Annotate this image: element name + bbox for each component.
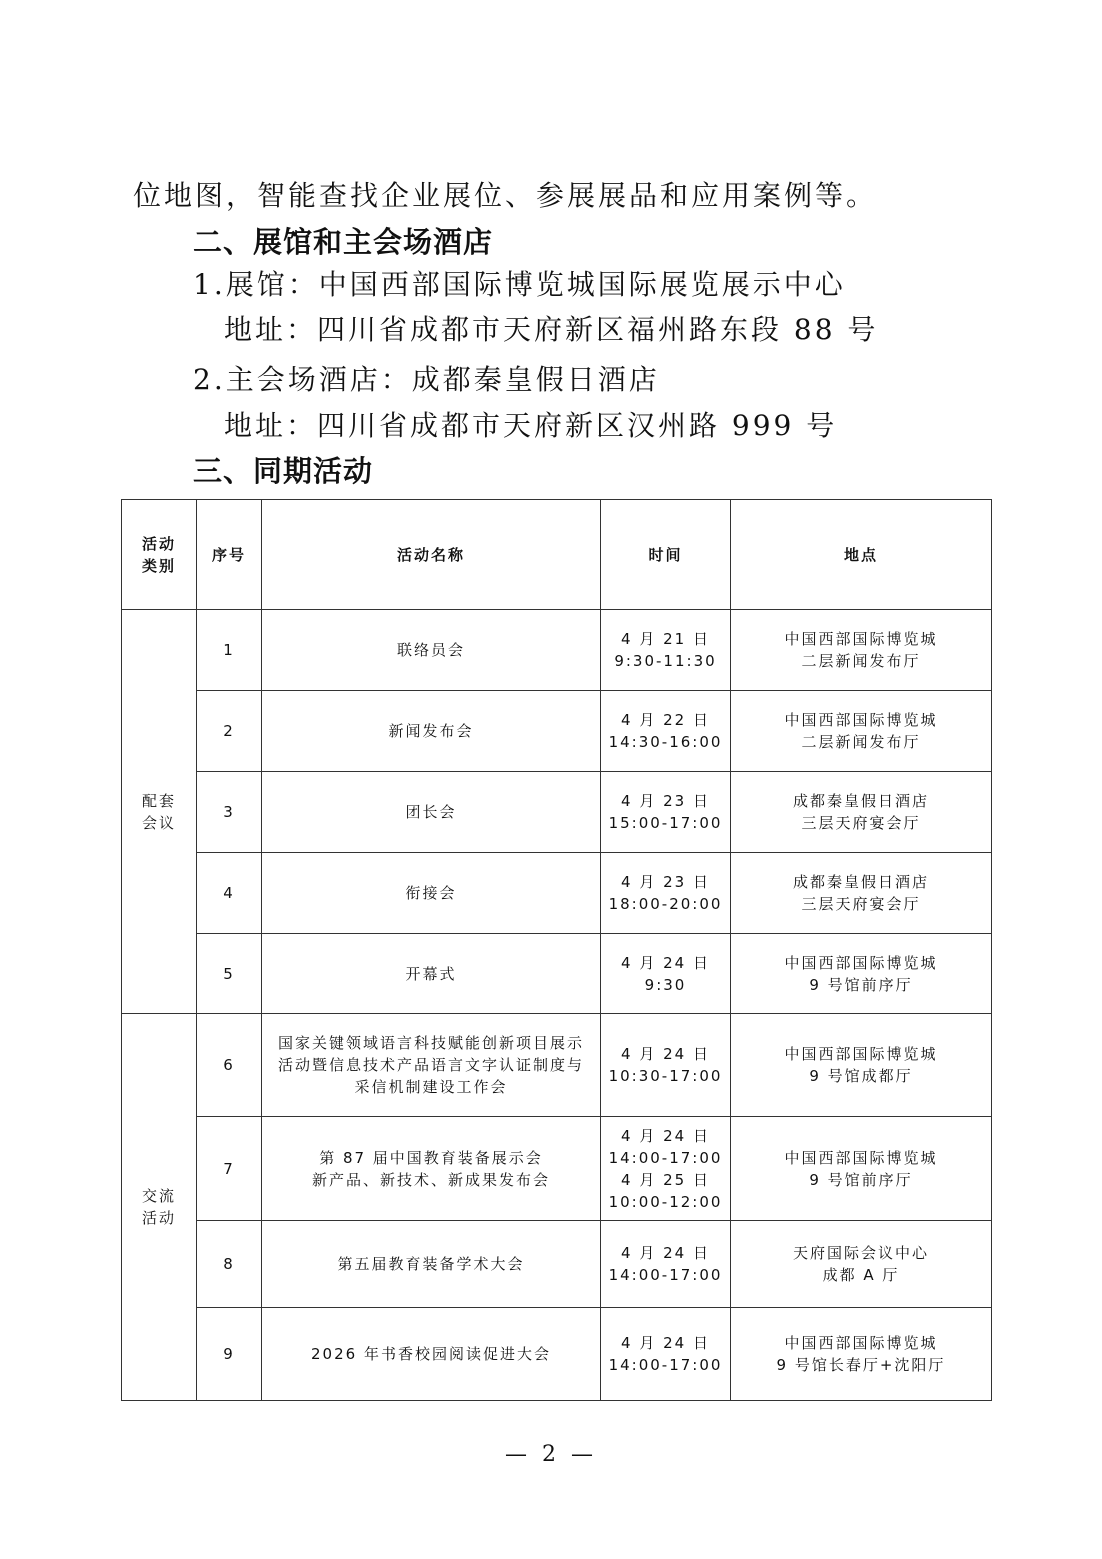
- row-time-line: 18:00-20:00: [608, 895, 723, 913]
- row-location-line: 中国西部国际博览城: [784, 1045, 938, 1063]
- activities-table: [121, 499, 992, 1401]
- header-time: 时间: [601, 500, 731, 610]
- row-time-line: 4 月 23 日: [621, 873, 710, 891]
- row-time-line: 14:00-17:00: [608, 1356, 723, 1374]
- header-name: 活动名称: [262, 500, 601, 610]
- row-name-line: 联络员会: [396, 641, 465, 659]
- row-index: 3: [197, 772, 262, 853]
- row-location: [731, 610, 992, 691]
- row-time-line: 4 月 22 日: [621, 711, 710, 729]
- row-location-line: 中国西部国际博览城: [784, 953, 938, 972]
- row-name: [262, 853, 601, 934]
- row-location-line: 天府国际会议中心: [792, 1244, 929, 1262]
- category-label: 会议: [141, 813, 176, 832]
- row-time-line: 4 月 24 日: [621, 953, 710, 972]
- category-cell: [122, 610, 197, 1014]
- row-index: 5: [197, 934, 262, 1014]
- row-location-line: 中国西部国际博览城: [784, 1148, 938, 1167]
- row-name: [262, 772, 601, 853]
- intro-text: 位地图，智能查找企业展位、参展展品和应用案例等。: [133, 179, 878, 212]
- header-category-line2: 类别: [141, 556, 176, 575]
- category-label: 活动: [141, 1209, 176, 1227]
- table-row: [122, 610, 992, 691]
- page-number: — 2 —: [505, 1442, 597, 1467]
- row-name: [262, 691, 601, 772]
- row-name-line: 第五届教育装备学术大会: [337, 1255, 525, 1273]
- row-time-line: 10:00-12:00: [608, 1192, 723, 1211]
- row-time: [601, 1221, 731, 1308]
- row-time-line: 14:30-16:00: [608, 733, 723, 751]
- row-index: 2: [197, 691, 262, 772]
- row-time-line: 10:30-17:00: [608, 1067, 723, 1085]
- row-name-line: 团长会: [405, 803, 457, 821]
- row-location-line: 三层天府宴会厅: [801, 814, 921, 832]
- venue-exhibition-hall: 1.展馆：中国西部国际博览城国际展览展示中心: [193, 268, 846, 301]
- row-location-line: 成都 A 厅: [822, 1266, 900, 1284]
- row-location: [731, 1014, 992, 1117]
- row-location-line: 9 号馆前序厅: [809, 975, 913, 994]
- row-time-line: 4 月 24 日: [621, 1244, 710, 1262]
- row-time-line: 4 月 24 日: [621, 1334, 710, 1352]
- table-row: [122, 853, 992, 934]
- row-time-line: 4 月 25 日: [621, 1170, 710, 1189]
- row-location: [731, 1117, 992, 1221]
- row-location-line: 二层新闻发布厅: [801, 652, 921, 670]
- row-time-line: 9:30-11:30: [614, 652, 717, 670]
- row-index: 6: [197, 1014, 262, 1117]
- row-index: 1: [197, 610, 262, 691]
- header-index: 序号: [197, 500, 262, 610]
- table-row: [122, 1117, 992, 1221]
- row-index: 9: [197, 1308, 262, 1401]
- row-name: [262, 1221, 601, 1308]
- row-name-line: 2026 年书香校园阅读促进大会: [311, 1345, 551, 1363]
- row-name: [262, 1014, 601, 1117]
- row-location-line: 二层新闻发布厅: [801, 733, 921, 751]
- category-label: 交流: [141, 1187, 176, 1205]
- row-location-line: 9 号馆前序厅: [809, 1170, 913, 1189]
- row-time: [601, 772, 731, 853]
- section-heading-venues: 二、展馆和主会场酒店: [193, 225, 494, 259]
- row-location: [731, 1221, 992, 1308]
- row-name: [262, 1308, 601, 1401]
- table-row: [122, 1221, 992, 1308]
- row-time-line: 14:00-17:00: [608, 1266, 723, 1284]
- row-location: [731, 691, 992, 772]
- row-index: 8: [197, 1221, 262, 1308]
- row-time-line: 14:00-17:00: [608, 1148, 723, 1167]
- row-name-line: 活动暨信息技术产品语言文字认证制度与: [277, 1056, 584, 1074]
- row-time: [601, 853, 731, 934]
- row-location-line: 三层天府宴会厅: [801, 895, 921, 913]
- row-location: [731, 772, 992, 853]
- row-location: [731, 934, 992, 1014]
- row-time: [601, 1117, 731, 1221]
- row-location-line: 成都秦皇假日酒店: [792, 792, 929, 810]
- row-index: 4: [197, 853, 262, 934]
- row-time: [601, 1308, 731, 1401]
- category-cell: [122, 1014, 197, 1401]
- row-time: [601, 934, 731, 1014]
- row-time-line: 4 月 24 日: [621, 1045, 710, 1063]
- table-row: [122, 772, 992, 853]
- table-row: [122, 934, 992, 1014]
- row-location: [731, 1308, 992, 1401]
- row-name-line: 国家关键领域语言科技赋能创新项目展示: [277, 1034, 584, 1052]
- row-location-line: 中国西部国际博览城: [784, 1334, 938, 1352]
- table-row: [122, 1308, 992, 1401]
- row-name-line: 开幕式: [405, 964, 457, 983]
- table-header-row: [122, 500, 992, 610]
- row-time-line: 4 月 24 日: [621, 1126, 710, 1145]
- row-index: 7: [197, 1117, 262, 1221]
- row-name-line: 第 87 届中国教育装备展示会: [319, 1148, 543, 1167]
- row-time-line: 15:00-17:00: [608, 814, 723, 832]
- venue-main-hotel-address: 地址：四川省成都市天府新区汉州路 999 号: [224, 409, 838, 442]
- row-name-line: 衔接会: [405, 884, 457, 902]
- venue-exhibition-hall-address: 地址：四川省成都市天府新区福州路东段 88 号: [224, 313, 879, 346]
- table-row: [122, 691, 992, 772]
- row-name: [262, 1117, 601, 1221]
- row-location-line: 成都秦皇假日酒店: [792, 873, 929, 891]
- venue-main-hotel: 2.主会场酒店：成都秦皇假日酒店: [193, 363, 660, 396]
- row-location-line: 9 号馆成都厅: [809, 1067, 913, 1085]
- row-time: [601, 1014, 731, 1117]
- category-label: 配套: [141, 791, 176, 810]
- header-category-line1: 活动: [141, 534, 176, 553]
- row-name-line: 采信机制建设工作会: [354, 1078, 508, 1096]
- row-time-line: 9:30: [644, 975, 687, 994]
- row-name-line: 新产品、新技术、新成果发布会: [311, 1170, 550, 1189]
- table-row: [122, 1014, 992, 1117]
- row-time-line: 4 月 21 日: [621, 630, 710, 648]
- section-heading-activities: 三、同期活动: [193, 454, 374, 488]
- row-name: [262, 610, 601, 691]
- row-time: [601, 691, 731, 772]
- row-location-line: 9 号馆长春厅+沈阳厅: [776, 1356, 946, 1374]
- header-location: 地点: [731, 500, 992, 610]
- row-name: [262, 934, 601, 1014]
- header-category: [122, 500, 197, 610]
- row-location-line: 中国西部国际博览城: [784, 711, 938, 729]
- row-time-line: 4 月 23 日: [621, 792, 710, 810]
- row-time: [601, 610, 731, 691]
- row-location: [731, 853, 992, 934]
- row-name-line: 新闻发布会: [388, 722, 474, 740]
- row-location-line: 中国西部国际博览城: [784, 630, 938, 648]
